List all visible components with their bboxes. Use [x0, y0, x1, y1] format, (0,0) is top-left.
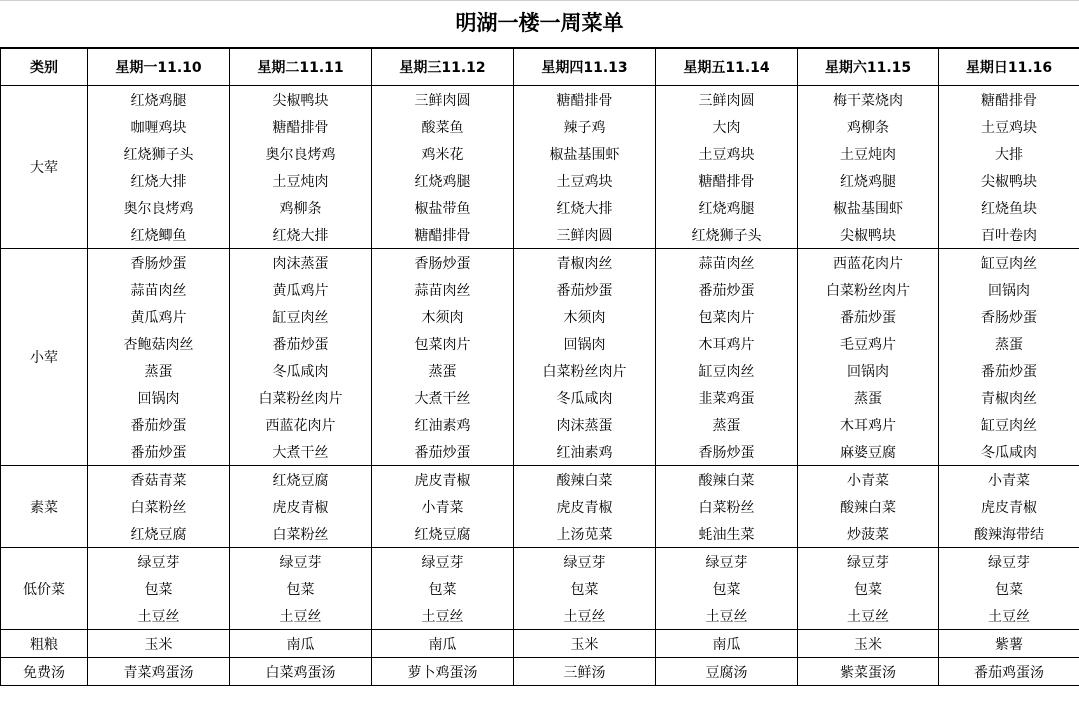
- menu-row: [1, 276, 1079, 303]
- dish-cell-saturday: 玉米: [798, 630, 939, 658]
- dish-cell-friday: 红烧鸡腿: [656, 194, 798, 221]
- dish-cell-friday: 蒸蛋: [656, 411, 798, 438]
- dish-cell-sunday: 红烧鱼块: [939, 194, 1079, 221]
- dish-cell-wednesday: 番茄炒蛋: [372, 438, 514, 466]
- dish-cell-saturday: 梅干菜烧肉: [798, 86, 939, 114]
- dish-cell-thursday: 辣子鸡: [514, 113, 656, 140]
- dish-cell-monday: 奥尔良烤鸡: [88, 194, 230, 221]
- category-cell: 大荤: [1, 86, 88, 249]
- dish-cell-thursday: 三鲜肉圆: [514, 221, 656, 249]
- dish-cell-monday: 红烧狮子头: [88, 140, 230, 167]
- dish-cell-tuesday: 绿豆芽: [230, 548, 372, 576]
- dish-cell-thursday: 包菜: [514, 575, 656, 602]
- category-cell: 素菜: [1, 466, 88, 548]
- dish-cell-tuesday: 白菜鸡蛋汤: [230, 658, 372, 686]
- header-saturday: 星期六11.15: [798, 49, 939, 86]
- dish-cell-wednesday: 三鲜肉圆: [372, 86, 514, 114]
- dish-cell-monday: 包菜: [88, 575, 230, 602]
- dish-cell-thursday: 三鲜汤: [514, 658, 656, 686]
- dish-cell-monday: 咖喱鸡块: [88, 113, 230, 140]
- dish-cell-tuesday: 白菜粉丝: [230, 520, 372, 548]
- dish-cell-friday: 白菜粉丝: [656, 493, 798, 520]
- dish-cell-friday: 韭菜鸡蛋: [656, 384, 798, 411]
- menu-row: [1, 167, 1079, 194]
- dish-cell-monday: 香菇青菜: [88, 466, 230, 494]
- menu-row: [1, 575, 1079, 602]
- dish-cell-tuesday: 糖醋排骨: [230, 113, 372, 140]
- dish-cell-monday: 青菜鸡蛋汤: [88, 658, 230, 686]
- dish-cell-wednesday: 椒盐带鱼: [372, 194, 514, 221]
- dish-cell-friday: 绿豆芽: [656, 548, 798, 576]
- dish-cell-tuesday: 黄瓜鸡片: [230, 276, 372, 303]
- dish-cell-monday: 红烧鸡腿: [88, 86, 230, 114]
- dish-cell-saturday: 鸡柳条: [798, 113, 939, 140]
- dish-cell-monday: 绿豆芽: [88, 548, 230, 576]
- header-monday: 星期一11.10: [88, 49, 230, 86]
- dish-cell-wednesday: 绿豆芽: [372, 548, 514, 576]
- menu-row: [1, 411, 1079, 438]
- menu-row: [1, 194, 1079, 221]
- dish-cell-thursday: 肉沫蒸蛋: [514, 411, 656, 438]
- dish-cell-friday: 豆腐汤: [656, 658, 798, 686]
- dish-cell-friday: 缸豆肉丝: [656, 357, 798, 384]
- dish-cell-wednesday: 小青菜: [372, 493, 514, 520]
- dish-cell-wednesday: 香肠炒蛋: [372, 249, 514, 277]
- dish-cell-wednesday: 红烧豆腐: [372, 520, 514, 548]
- menu-row: [1, 221, 1079, 249]
- dish-cell-saturday: 椒盐基围虾: [798, 194, 939, 221]
- dish-cell-wednesday: 土豆丝: [372, 602, 514, 630]
- dish-cell-wednesday: 包菜肉片: [372, 330, 514, 357]
- dish-cell-friday: 蚝油生菜: [656, 520, 798, 548]
- dish-cell-wednesday: 鸡米花: [372, 140, 514, 167]
- menu-row: [1, 330, 1079, 357]
- dish-cell-thursday: 土豆丝: [514, 602, 656, 630]
- dish-cell-friday: 香肠炒蛋: [656, 438, 798, 466]
- dish-cell-saturday: 木耳鸡片: [798, 411, 939, 438]
- dish-cell-saturday: 红烧鸡腿: [798, 167, 939, 194]
- dish-cell-sunday: 缸豆肉丝: [939, 411, 1079, 438]
- dish-cell-sunday: 青椒肉丝: [939, 384, 1079, 411]
- dish-cell-sunday: 虎皮青椒: [939, 493, 1079, 520]
- dish-cell-monday: 蒜苗肉丝: [88, 276, 230, 303]
- dish-cell-tuesday: 西蓝花肉片: [230, 411, 372, 438]
- dish-cell-wednesday: 糖醋排骨: [372, 221, 514, 249]
- dish-cell-sunday: 冬瓜咸肉: [939, 438, 1079, 466]
- dish-cell-monday: 黄瓜鸡片: [88, 303, 230, 330]
- dish-cell-saturday: 尖椒鸭块: [798, 221, 939, 249]
- dish-cell-thursday: 番茄炒蛋: [514, 276, 656, 303]
- menu-row: [1, 303, 1079, 330]
- dish-cell-saturday: 白菜粉丝肉片: [798, 276, 939, 303]
- dish-cell-friday: 酸辣白菜: [656, 466, 798, 494]
- dish-cell-saturday: 紫菜蛋汤: [798, 658, 939, 686]
- dish-cell-wednesday: 南瓜: [372, 630, 514, 658]
- header-category: 类别: [1, 49, 88, 86]
- dish-cell-friday: 番茄炒蛋: [656, 276, 798, 303]
- category-cell: 粗粮: [1, 630, 88, 658]
- dish-cell-wednesday: 虎皮青椒: [372, 466, 514, 494]
- dish-cell-monday: 红烧大排: [88, 167, 230, 194]
- dish-cell-tuesday: 白菜粉丝肉片: [230, 384, 372, 411]
- dish-cell-sunday: 糖醋排骨: [939, 86, 1079, 114]
- dish-cell-thursday: 土豆鸡块: [514, 167, 656, 194]
- dish-cell-monday: 白菜粉丝: [88, 493, 230, 520]
- dish-cell-thursday: 冬瓜咸肉: [514, 384, 656, 411]
- dish-cell-thursday: 上汤苋菜: [514, 520, 656, 548]
- dish-cell-tuesday: 尖椒鸭块: [230, 86, 372, 114]
- dish-cell-friday: 蒜苗肉丝: [656, 249, 798, 277]
- dish-cell-thursday: 红烧大排: [514, 194, 656, 221]
- dish-cell-sunday: 小青菜: [939, 466, 1079, 494]
- dish-cell-tuesday: 肉沫蒸蛋: [230, 249, 372, 277]
- dish-cell-sunday: 紫薯: [939, 630, 1079, 658]
- dish-cell-monday: 玉米: [88, 630, 230, 658]
- menu-row: [1, 140, 1079, 167]
- dish-cell-thursday: 白菜粉丝肉片: [514, 357, 656, 384]
- dish-cell-wednesday: 包菜: [372, 575, 514, 602]
- dish-cell-tuesday: 大煮干丝: [230, 438, 372, 466]
- dish-cell-tuesday: 南瓜: [230, 630, 372, 658]
- dish-cell-tuesday: 奥尔良烤鸡: [230, 140, 372, 167]
- dish-cell-monday: 蒸蛋: [88, 357, 230, 384]
- header-sunday: 星期日11.16: [939, 49, 1079, 86]
- dish-cell-tuesday: 红烧大排: [230, 221, 372, 249]
- dish-cell-sunday: 百叶卷肉: [939, 221, 1079, 249]
- dish-cell-tuesday: 土豆炖肉: [230, 167, 372, 194]
- header-tuesday: 星期二11.11: [230, 49, 372, 86]
- dish-cell-monday: 回锅肉: [88, 384, 230, 411]
- dish-cell-sunday: 绿豆芽: [939, 548, 1079, 576]
- dish-cell-monday: 番茄炒蛋: [88, 411, 230, 438]
- dish-cell-sunday: 酸辣海带结: [939, 520, 1079, 548]
- menu-row: [1, 548, 1079, 576]
- dish-cell-friday: 木耳鸡片: [656, 330, 798, 357]
- dish-cell-sunday: 回锅肉: [939, 276, 1079, 303]
- dish-cell-tuesday: 土豆丝: [230, 602, 372, 630]
- dish-cell-thursday: 青椒肉丝: [514, 249, 656, 277]
- header-row: [1, 49, 1079, 86]
- dish-cell-monday: 红烧豆腐: [88, 520, 230, 548]
- dish-cell-saturday: 绿豆芽: [798, 548, 939, 576]
- dish-cell-tuesday: 包菜: [230, 575, 372, 602]
- dish-cell-sunday: 大排: [939, 140, 1079, 167]
- dish-cell-saturday: 西蓝花肉片: [798, 249, 939, 277]
- dish-cell-thursday: 糖醋排骨: [514, 86, 656, 114]
- dish-cell-friday: 三鲜肉圆: [656, 86, 798, 114]
- dish-cell-monday: 香肠炒蛋: [88, 249, 230, 277]
- dish-cell-saturday: 炒菠菜: [798, 520, 939, 548]
- menu-row: [1, 438, 1079, 466]
- dish-cell-saturday: 土豆丝: [798, 602, 939, 630]
- dish-cell-tuesday: 番茄炒蛋: [230, 330, 372, 357]
- dish-cell-wednesday: 大煮干丝: [372, 384, 514, 411]
- category-cell: 低价菜: [1, 548, 88, 630]
- header-wednesday: 星期三11.12: [372, 49, 514, 86]
- dish-cell-monday: 红烧鲫鱼: [88, 221, 230, 249]
- menu-row: [1, 384, 1079, 411]
- page-title: 明湖一楼一周菜单: [0, 0, 1079, 48]
- dish-cell-friday: 包菜: [656, 575, 798, 602]
- dish-cell-friday: 大肉: [656, 113, 798, 140]
- menu-row: [1, 86, 1079, 114]
- dish-cell-saturday: 回锅肉: [798, 357, 939, 384]
- dish-cell-thursday: 回锅肉: [514, 330, 656, 357]
- dish-cell-tuesday: 虎皮青椒: [230, 493, 372, 520]
- dish-cell-saturday: 小青菜: [798, 466, 939, 494]
- dish-cell-wednesday: 蒜苗肉丝: [372, 276, 514, 303]
- dish-cell-tuesday: 鸡柳条: [230, 194, 372, 221]
- menu-row: [1, 113, 1079, 140]
- category-cell: 免费汤: [1, 658, 88, 686]
- dish-cell-sunday: 香肠炒蛋: [939, 303, 1079, 330]
- dish-cell-friday: 土豆鸡块: [656, 140, 798, 167]
- dish-cell-tuesday: 红烧豆腐: [230, 466, 372, 494]
- dish-cell-saturday: 包菜: [798, 575, 939, 602]
- dish-cell-saturday: 番茄炒蛋: [798, 303, 939, 330]
- dish-cell-wednesday: 红油素鸡: [372, 411, 514, 438]
- dish-cell-sunday: 尖椒鸭块: [939, 167, 1079, 194]
- dish-cell-sunday: 番茄鸡蛋汤: [939, 658, 1079, 686]
- dish-cell-saturday: 蒸蛋: [798, 384, 939, 411]
- dish-cell-monday: 番茄炒蛋: [88, 438, 230, 466]
- dish-cell-wednesday: 红烧鸡腿: [372, 167, 514, 194]
- header-friday: 星期五11.14: [656, 49, 798, 86]
- dish-cell-friday: 红烧狮子头: [656, 221, 798, 249]
- dish-cell-thursday: 红油素鸡: [514, 438, 656, 466]
- dish-cell-saturday: 土豆炖肉: [798, 140, 939, 167]
- menu-row: [1, 520, 1079, 548]
- dish-cell-thursday: 绿豆芽: [514, 548, 656, 576]
- dish-cell-monday: 杏鲍菇肉丝: [88, 330, 230, 357]
- dish-cell-friday: 糖醋排骨: [656, 167, 798, 194]
- dish-cell-sunday: 缸豆肉丝: [939, 249, 1079, 277]
- dish-cell-saturday: 麻婆豆腐: [798, 438, 939, 466]
- dish-cell-saturday: 酸辣白菜: [798, 493, 939, 520]
- menu-row: [1, 466, 1079, 494]
- menu-row: [1, 249, 1079, 277]
- dish-cell-sunday: 蒸蛋: [939, 330, 1079, 357]
- dish-cell-thursday: 木须肉: [514, 303, 656, 330]
- dish-cell-tuesday: 冬瓜咸肉: [230, 357, 372, 384]
- dish-cell-thursday: 虎皮青椒: [514, 493, 656, 520]
- header-thursday: 星期四11.13: [514, 49, 656, 86]
- dish-cell-sunday: 包菜: [939, 575, 1079, 602]
- category-cell: 小荤: [1, 249, 88, 466]
- dish-cell-wednesday: 酸菜鱼: [372, 113, 514, 140]
- dish-cell-wednesday: 蒸蛋: [372, 357, 514, 384]
- dish-cell-tuesday: 缸豆肉丝: [230, 303, 372, 330]
- dish-cell-wednesday: 木须肉: [372, 303, 514, 330]
- dish-cell-friday: 南瓜: [656, 630, 798, 658]
- dish-cell-thursday: 椒盐基围虾: [514, 140, 656, 167]
- dish-cell-sunday: 土豆鸡块: [939, 113, 1079, 140]
- menu-body: [1, 86, 1079, 686]
- dish-cell-sunday: 土豆丝: [939, 602, 1079, 630]
- dish-cell-thursday: 酸辣白菜: [514, 466, 656, 494]
- dish-cell-sunday: 番茄炒蛋: [939, 357, 1079, 384]
- weekly-menu-table: [0, 48, 1079, 686]
- menu-row: [1, 630, 1079, 658]
- dish-cell-monday: 土豆丝: [88, 602, 230, 630]
- menu-row: [1, 658, 1079, 686]
- dish-cell-friday: 土豆丝: [656, 602, 798, 630]
- menu-row: [1, 357, 1079, 384]
- menu-row: [1, 602, 1079, 630]
- menu-row: [1, 493, 1079, 520]
- dish-cell-friday: 包菜肉片: [656, 303, 798, 330]
- dish-cell-thursday: 玉米: [514, 630, 656, 658]
- dish-cell-saturday: 毛豆鸡片: [798, 330, 939, 357]
- dish-cell-wednesday: 萝卜鸡蛋汤: [372, 658, 514, 686]
